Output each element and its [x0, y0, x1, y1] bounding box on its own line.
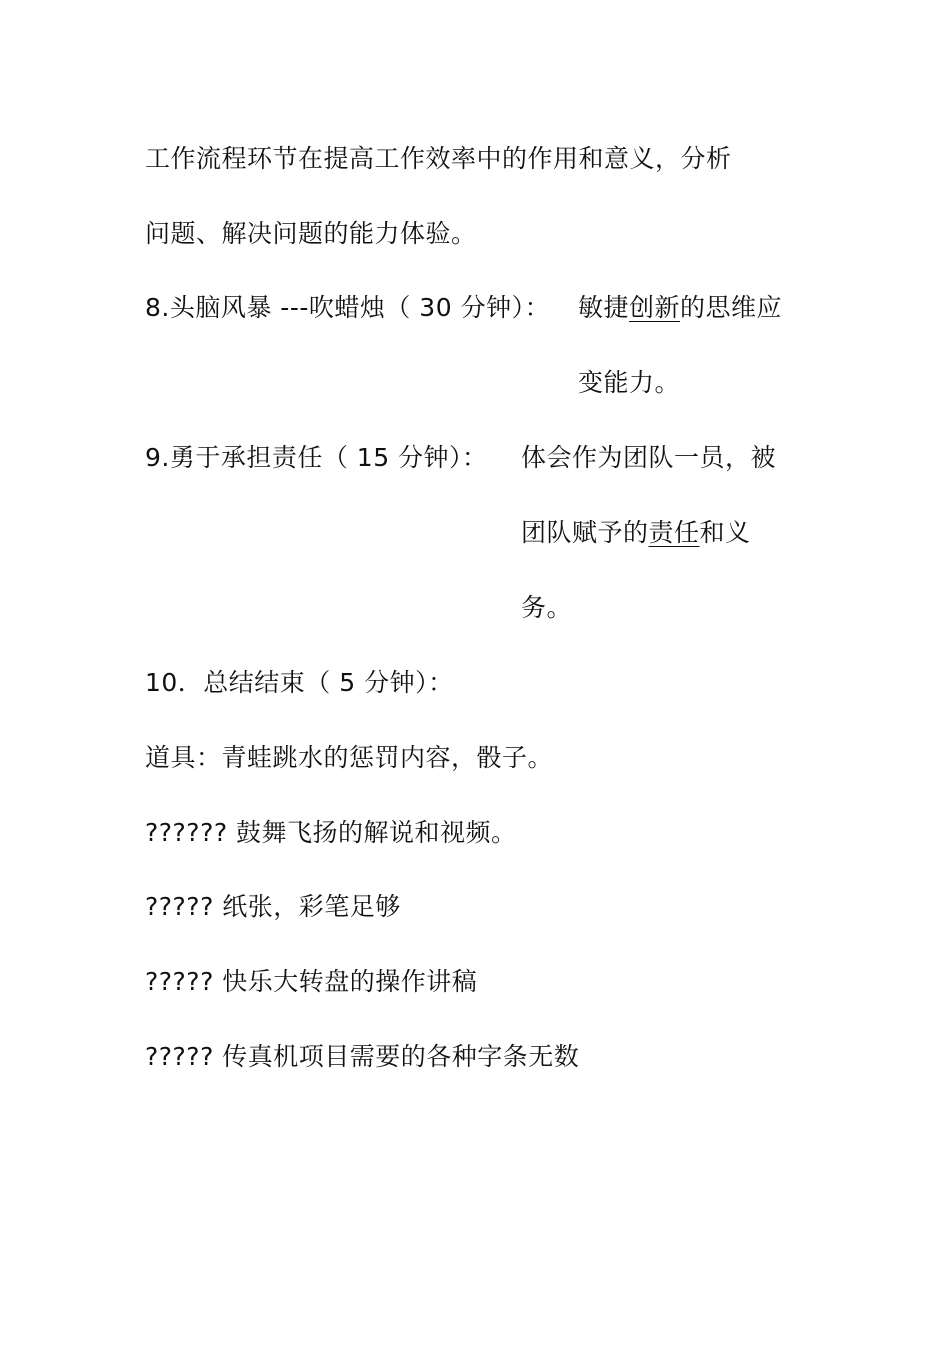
- item-10-label: 10．总结结束（ 5 分钟）：: [145, 668, 454, 697]
- item-9-desc-pre: 团队赋予的: [521, 518, 649, 547]
- item-9-desc-post: 和义: [699, 518, 751, 547]
- item-8-desc-underlined: 创新: [629, 293, 681, 322]
- props-item: ????? 传真机项目需要的各种字条无数: [145, 1042, 580, 1071]
- item-8-description-line-2: 变能力。: [578, 368, 681, 397]
- props-item: ????? 快乐大转盘的操作讲稿: [145, 967, 478, 996]
- intro-line-1: 工作流程环节在提高工作效率中的作用和意义，分析: [145, 144, 732, 173]
- intro-line-2: 问题、解决问题的能力体验。: [145, 219, 477, 248]
- item-9-label: 9.勇于承担责任（ 15 分钟）：: [145, 443, 488, 472]
- item-9-desc-underlined: 责任: [648, 518, 700, 547]
- item-8-label: 8.头脑风暴 ---吹蜡烛（ 30 分钟）：: [145, 293, 551, 322]
- item-9-description-line-3: 务。: [521, 593, 573, 622]
- props-heading: 道具：青蛙跳水的惩罚内容，骰子。: [145, 743, 554, 772]
- props-item: ?????? 鼓舞飞扬的解说和视频。: [145, 818, 517, 847]
- item-8-desc-pre: 敏捷: [578, 293, 630, 322]
- item-9-description-line-2: [521, 516, 751, 550]
- props-item: ????? 纸张，彩笔足够: [145, 892, 401, 921]
- item-9-description-line-1: 体会作为团队一员，被: [521, 443, 777, 472]
- item-8-description: [578, 291, 782, 325]
- item-8-desc-post: 的思维应: [680, 293, 783, 322]
